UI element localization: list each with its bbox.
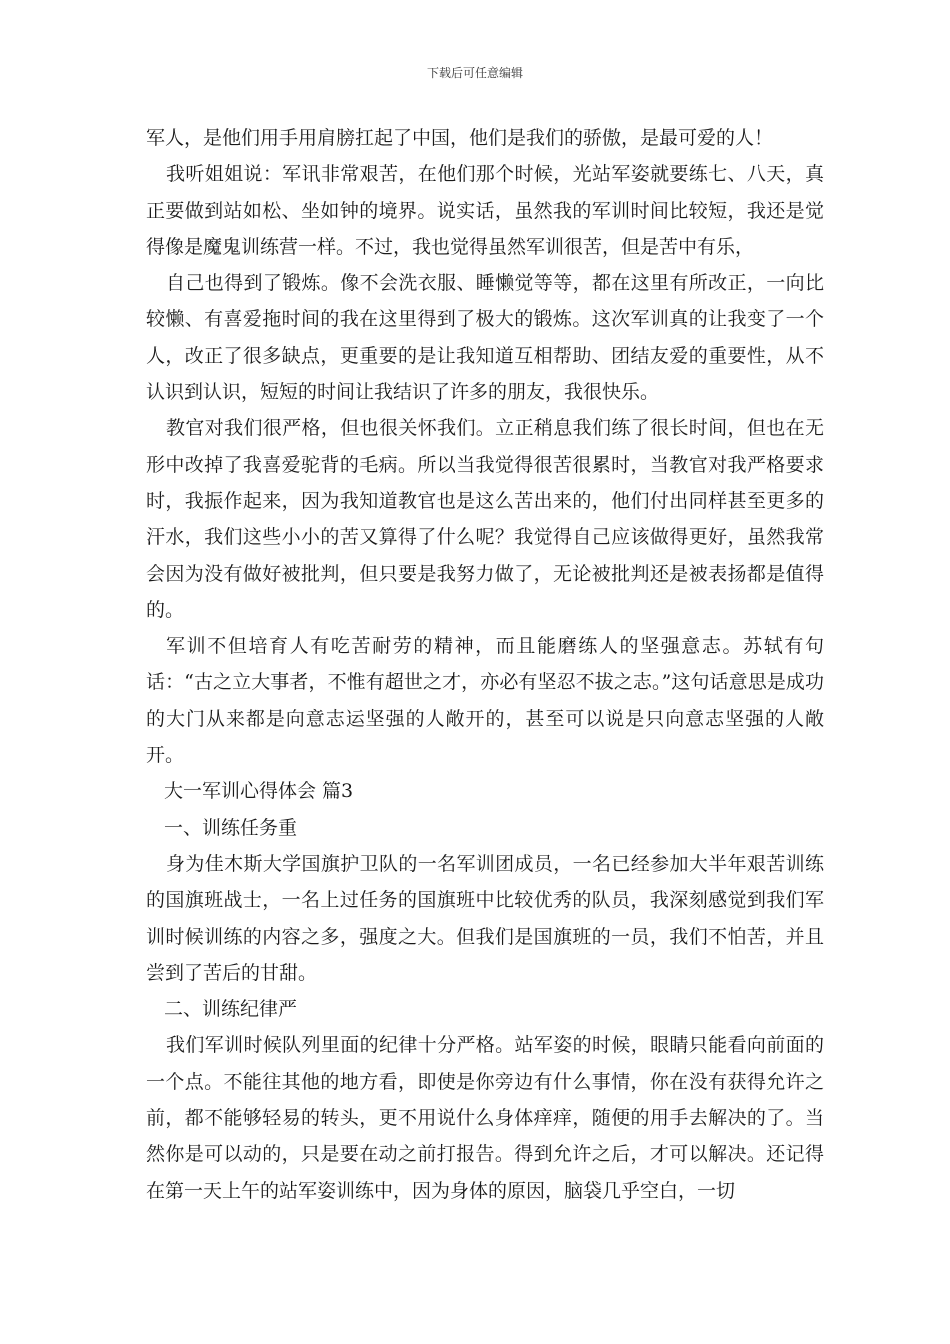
document-body [146,120,824,1209]
paragraph: 军人，是他们用手用肩膀扛起了中国，他们是我们的骄傲，是最可爱的人！ [146,127,774,149]
paragraph: 我们军训时候队列里面的纪律十分严格。站军姿的时候，眼睛只能看向前面的一个点。不能往其他的地方看，即使是你旁边有什么事情，你在没有获得允许之前，都不能够轻易的转头，更不用说什么身体痒痒，随便的用手去解决的了。当然你是可以动的，只是要在动之前打报告。得到允许之后，才可以解决。还记得在第一天上午的站军姿训练中，因为身体的原因，脑袋几乎空白，一切 [146,1034,824,1202]
paragraph: 我听姐姐说：军讯非常艰苦，在他们那个时候，光站军姿就要练七、八天，真正要做到站如松、坐如钟的境界。说实话，虽然我的军训时间比较短，我还是觉得像是魔鬼训练营一样。不过，我也觉得虽然军训很苦，但是苦中有乐， [146,163,824,258]
section-heading: 二、训练纪律严 [164,998,298,1021]
section-heading: 一、训练任务重 [164,816,298,839]
paragraph: 自己也得到了锻炼。像不会洗衣服、睡懒觉等等，都在这里有所改正，一向比较懒、有喜爱拖时间的我在这里得到了极大的锻炼。这次军训真的让我变了一个人，改正了很多缺点，更重要的是让我知道互相帮助、团结友爱的重要性，从不认识到认识，短短的时间让我结识了许多的朋友，我很快乐。 [146,272,824,404]
page-header: 下载后可任意编辑 [426,66,523,80]
paragraph: 教官对我们很严格，但也很关怀我们。立正稍息我们练了很长时间，但也在无形中改掉了我喜爱驼背的毛病。所以当我觉得很苦很累时，当教官对我严格要求时，我振作起来，因为我知道教官也是这么苦出来的，他们付出同样甚至更多的汗水，我们这些小小的苦又算得了什么呢？我觉得自己应该做得更好，虽然我常会因为没有做好被批判，但只要是我努力做了，无论被批判还是被表扬都是值得的。 [146,417,824,621]
paragraph: 军训不但培育人有吃苦耐劳的精神，而且能磨练人的坚强意志。苏轼有句话：“古之立大事者，不惟有超世之才，亦必有坚忍不拔之志。”这句话意思是成功的大门从来都是向意志运坚强的人敞开的，甚至可以说是只向意志坚强的人敞开。 [146,635,824,767]
section-title: 大一军训心得体会 篇3 [164,780,354,803]
paragraph: 身为佳木斯大学国旗护卫队的一名军训团成员，一名已经参加大半年艰苦训练的国旗班战士，一名上过任务的国旗班中比较优秀的队员，我深刻感觉到我们军训时候训练的内容之多，强度之大。但我们是国旗班的一员，我们不怕苦，并且尝到了苦后的甘甜。 [146,852,824,984]
